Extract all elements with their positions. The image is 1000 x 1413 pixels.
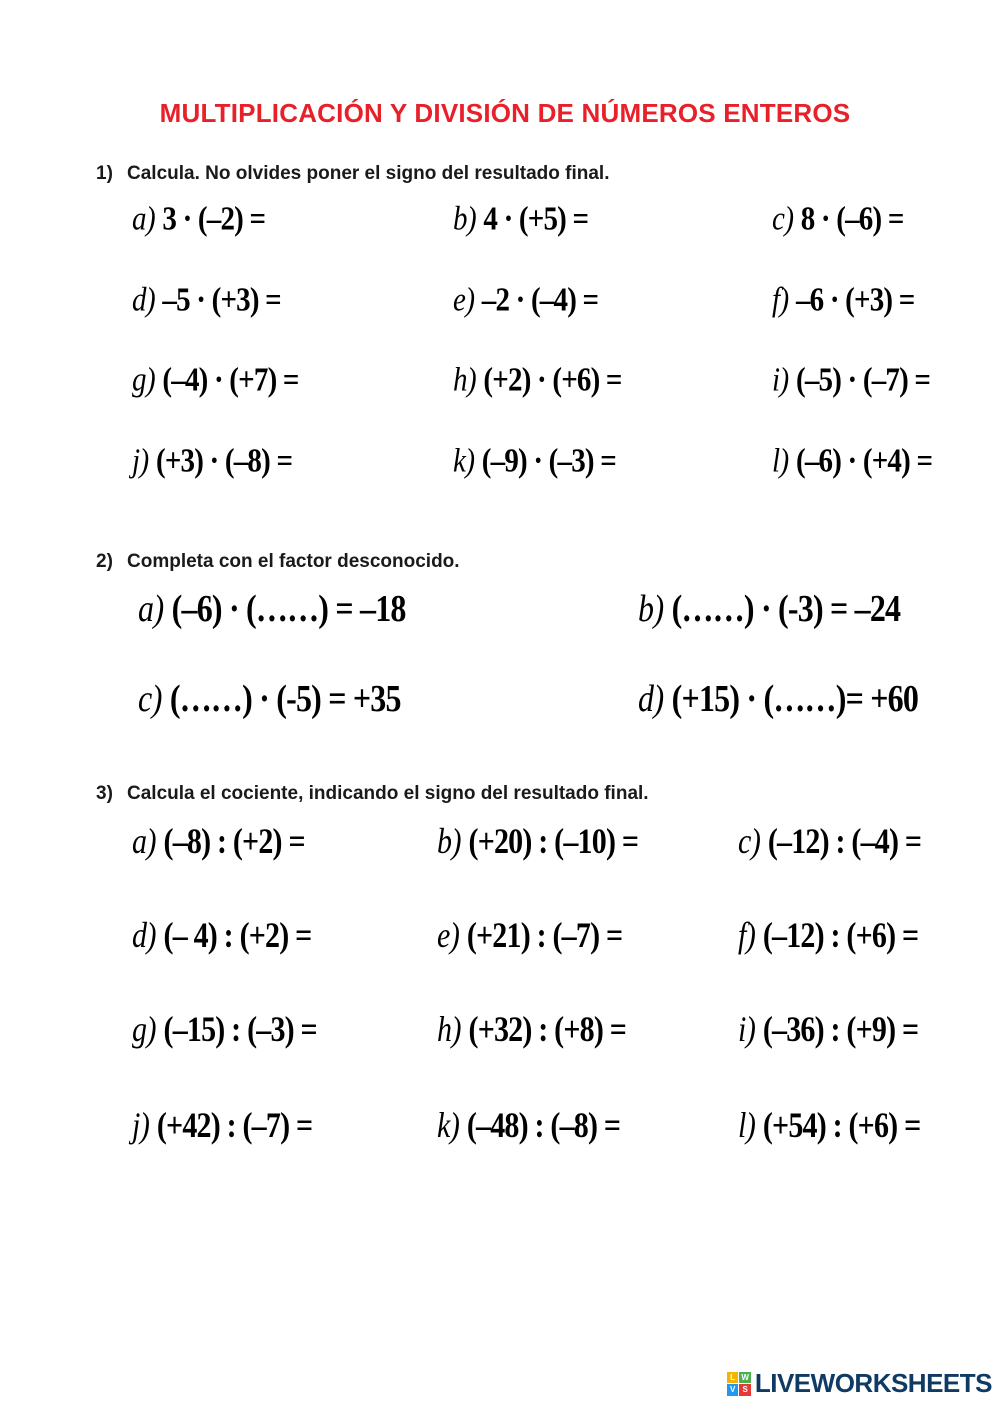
- exercise-3d: [132, 915, 312, 956]
- section-3-heading: [96, 783, 649, 805]
- exercise-label: l): [772, 442, 789, 480]
- logo-tile: S: [739, 1384, 751, 1396]
- exercise-label: j): [132, 1105, 150, 1146]
- exercise-label: c): [772, 200, 794, 238]
- section-3-heading-text: Calcula el cociente, indicando el signo del resultado final.: [127, 783, 649, 804]
- exercise-label: j): [132, 442, 149, 480]
- exercise-label: d): [132, 915, 156, 956]
- exercise-3l: [738, 1105, 921, 1146]
- exercise-expression: (–12) : (+6) =: [762, 915, 919, 956]
- liveworksheets-logo-icon: [727, 1372, 751, 1396]
- exercise-label: h): [453, 361, 477, 399]
- exercise-label: h): [437, 1009, 461, 1050]
- exercise-label: a): [132, 821, 156, 862]
- exercise-2a: [138, 586, 406, 630]
- exercise-label: b): [437, 821, 461, 862]
- exercise-expression: (……) · (-5) = +35: [169, 676, 401, 720]
- exercise-1j: [132, 444, 292, 478]
- exercise-3b: [437, 821, 639, 862]
- exercise-2d: [638, 676, 919, 720]
- exercise-expression: (–6) · (+4) =: [795, 442, 933, 480]
- exercise-expression: (+21) : (–7) =: [466, 915, 623, 956]
- exercise-3i: [738, 1009, 919, 1050]
- exercise-1b: [453, 202, 588, 236]
- exercise-expression: (……) · (-3) = –24: [671, 586, 901, 630]
- exercise-label: l): [738, 1105, 756, 1146]
- exercise-label: i): [772, 361, 789, 399]
- exercise-1c: [772, 202, 904, 236]
- section-2-number: 2): [96, 551, 113, 572]
- exercise-label: k): [453, 442, 475, 480]
- exercise-1a: [132, 202, 265, 236]
- exercise-2c: [138, 676, 401, 720]
- section-2-heading: [96, 551, 460, 573]
- exercise-3e: [437, 915, 623, 956]
- exercise-label: e): [437, 915, 460, 956]
- exercise-3j: [132, 1105, 313, 1146]
- exercise-label: c): [738, 821, 761, 862]
- exercise-3k: [437, 1105, 621, 1146]
- exercise-expression: (–5) · (–7) =: [795, 361, 931, 399]
- exercise-label: a): [138, 586, 164, 630]
- exercise-label: g): [132, 1009, 156, 1050]
- exercise-expression: (+15) · (……)= +60: [671, 676, 919, 720]
- section-1-number: 1): [96, 163, 113, 184]
- exercise-1h: [453, 363, 622, 397]
- liveworksheets-logo[interactable]: [727, 1368, 992, 1399]
- exercise-expression: 8 · (–6) =: [800, 200, 904, 238]
- exercise-expression: (+2) · (+6) =: [483, 361, 622, 399]
- exercise-expression: (– 4) : (+2) =: [163, 915, 312, 956]
- exercise-expression: (–48) : (–8) =: [466, 1105, 621, 1146]
- exercise-expression: (–9) · (–3) =: [481, 442, 616, 480]
- exercise-expression: (+32) : (+8) =: [468, 1009, 627, 1050]
- section-2-heading-text: Completa con el factor desconocido.: [127, 551, 460, 572]
- exercise-expression: (+3) · (–8) =: [155, 442, 293, 480]
- exercise-expression: –5 · (+3) =: [162, 281, 281, 319]
- exercise-expression: –2 · (–4) =: [481, 281, 599, 319]
- liveworksheets-logo-text: LIVEWORKSHEETS: [754, 1368, 992, 1398]
- exercise-1i: [772, 363, 930, 397]
- exercise-1f: [772, 283, 914, 317]
- exercise-label: i): [738, 1009, 756, 1050]
- exercise-2b: [638, 586, 901, 630]
- exercise-3f: [738, 915, 919, 956]
- exercise-expression: (+42) : (–7) =: [156, 1105, 313, 1146]
- exercise-label: f): [772, 281, 789, 319]
- exercise-expression: (–36) : (+9) =: [762, 1009, 919, 1050]
- logo-tile: V: [727, 1384, 739, 1396]
- logo-tile: L: [727, 1372, 739, 1384]
- exercise-1l: [772, 444, 932, 478]
- exercise-3a: [132, 821, 305, 862]
- exercise-3c: [738, 821, 922, 862]
- exercise-3h: [437, 1009, 627, 1050]
- exercise-expression: (–15) : (–3) =: [163, 1009, 317, 1050]
- section-1-heading: [96, 163, 610, 185]
- exercise-label: d): [638, 676, 664, 720]
- exercise-label: b): [453, 200, 477, 238]
- exercise-expression: (–8) : (+2) =: [163, 821, 305, 862]
- exercise-expression: (+54) : (+6) =: [762, 1105, 921, 1146]
- exercise-expression: (–6) · (……) = –18: [171, 586, 406, 630]
- exercise-expression: (–4) · (+7) =: [162, 361, 299, 399]
- exercise-label: b): [638, 586, 664, 630]
- exercise-label: c): [138, 676, 162, 720]
- exercise-3g: [132, 1009, 317, 1050]
- section-3-number: 3): [96, 783, 113, 804]
- exercise-1e: [453, 283, 598, 317]
- exercise-1k: [453, 444, 616, 478]
- exercise-expression: (+20) : (–10) =: [468, 821, 639, 862]
- exercise-1g: [132, 363, 299, 397]
- page-title: MULTIPLICACIÓN Y DIVISIÓN DE NÚMEROS ENTEROS: [159, 98, 851, 128]
- section-1-heading-text: Calcula. No olvides poner el signo del resultado final.: [127, 163, 610, 184]
- exercise-expression: 4 · (+5) =: [483, 200, 589, 238]
- exercise-expression: (–12) : (–4) =: [767, 821, 922, 862]
- exercise-label: g): [132, 361, 156, 399]
- exercise-label: k): [437, 1105, 460, 1146]
- exercise-label: d): [132, 281, 156, 319]
- exercise-label: e): [453, 281, 475, 319]
- logo-tile: W: [741, 1372, 749, 1382]
- exercise-expression: –6 · (+3) =: [795, 281, 915, 319]
- exercise-label: a): [132, 200, 156, 238]
- exercise-1d: [132, 283, 281, 317]
- exercise-label: f): [738, 915, 756, 956]
- exercise-expression: 3 · (–2) =: [162, 200, 266, 238]
